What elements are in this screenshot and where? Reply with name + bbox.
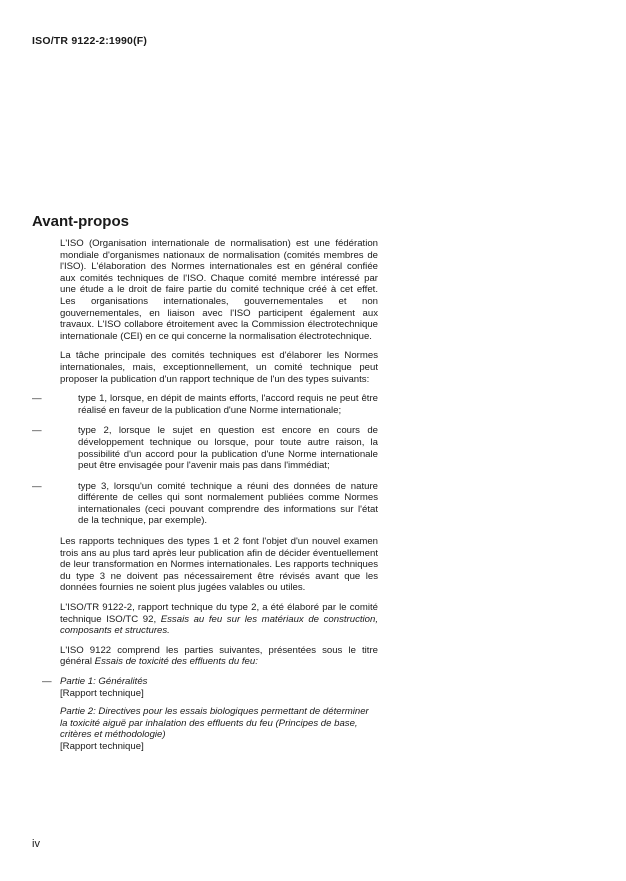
list-item-text: type 2, lorsque le sujet en question est encore en cours de développement technique ou lorsque, pour toute autre raison, la possibilité d'un accord pour la publication d'une Norme internationale peut être envisagée pour l'avenir mais pas dans l'immédiat; xyxy=(78,425,378,472)
dash-bullet: — xyxy=(32,393,42,405)
foreword-body xyxy=(32,238,378,760)
document-id: ISO/TR 9122-2:1990(F) xyxy=(32,35,148,47)
part-2-title: Partie 2: Directives pour les essais biologiques permettant de déterminer la toxicité aiguë par inhalation des effluents du feu (Principes de base, critères et méthodologie) xyxy=(60,706,369,741)
part-1-note: [Rapport technique] xyxy=(60,687,144,699)
dash-bullet: — xyxy=(32,425,42,437)
series-title: Essais de toxicité des effluents du feu: xyxy=(94,656,258,668)
list-item-text: type 3, lorsqu'un comité technique a réuni des données de nature différente de celles qui sont normalement publiées comme Normes internationales (ceci pouvant comprendre des informations sur l'état de la technique, par exemple). xyxy=(78,480,378,527)
dash-bullet: — xyxy=(32,480,42,492)
list-item-text: type 1, lorsque, en dépit de maints efforts, l'accord requis ne peut être réalisé en faveur de la publication d'une Norme internationale; xyxy=(78,393,378,416)
paragraph-committee xyxy=(60,602,378,637)
paragraph-main-task: La tâche principale des comités techniques est d'élaborer les Normes internationales, mais, exceptionnellement, un comité technique peut proposer la publication d'un rapport technique de l'un des types suivants: xyxy=(60,350,378,385)
part-2-note: [Rapport technique] xyxy=(60,740,144,752)
page-number: iv xyxy=(32,838,40,850)
part-1-item xyxy=(42,676,378,699)
committee-title: Essais au feu sur les matériaux de construction, composants et structures. xyxy=(60,613,378,637)
section-heading: Avant-propos xyxy=(32,213,129,230)
paragraph-iso-intro: L'ISO (Organisation internationale de normalisation) est une fédération mondiale d'organismes nationaux de normalisation (comités membres de l'ISO). L'élaboration des Normes internationales est en général confiée aux comités techniques de l'ISO. Chaque comité membre intéressé par une étude a le droit de faire partie du comité technique créé à cet effet. Les organisations internationales, gouvernementales et non gouvernementales, en liaison avec l'ISO participent également aux travaux. L'ISO collabore étroitement avec la Commission électrotechnique internationale (CEI) en ce qui concerne la normalisation électrotechnique. xyxy=(60,238,378,342)
report-types-list xyxy=(32,393,378,527)
list-item-type-3 xyxy=(32,480,378,527)
list-item-type-2 xyxy=(32,425,378,472)
part-1-title: Partie 1: Généralités xyxy=(60,676,148,687)
paragraph-parts-intro xyxy=(60,645,378,668)
parts-intro-text: L'ISO 9122 comprend les parties suivantes, présentées sous le titre général xyxy=(60,644,378,668)
committee-text: L'ISO/TR 9122-2, rapport technique du type 2, a été élaboré par le comité technique ISO/TC 92, xyxy=(60,602,378,625)
list-item-type-1 xyxy=(32,393,378,416)
part-2-item xyxy=(60,706,378,752)
dash-bullet: — xyxy=(42,676,52,687)
paragraph-review: Les rapports techniques des types 1 et 2 font l'objet d'un nouvel examen trois ans au plus tard après leur publication afin de décider éventuellement de leur transformation en Normes internationales. Les rapports techniques du type 3 ne doivent pas nécessairement être révisés avant que les données fournies ne soient plus jugées valables ou utiles. xyxy=(60,536,378,594)
